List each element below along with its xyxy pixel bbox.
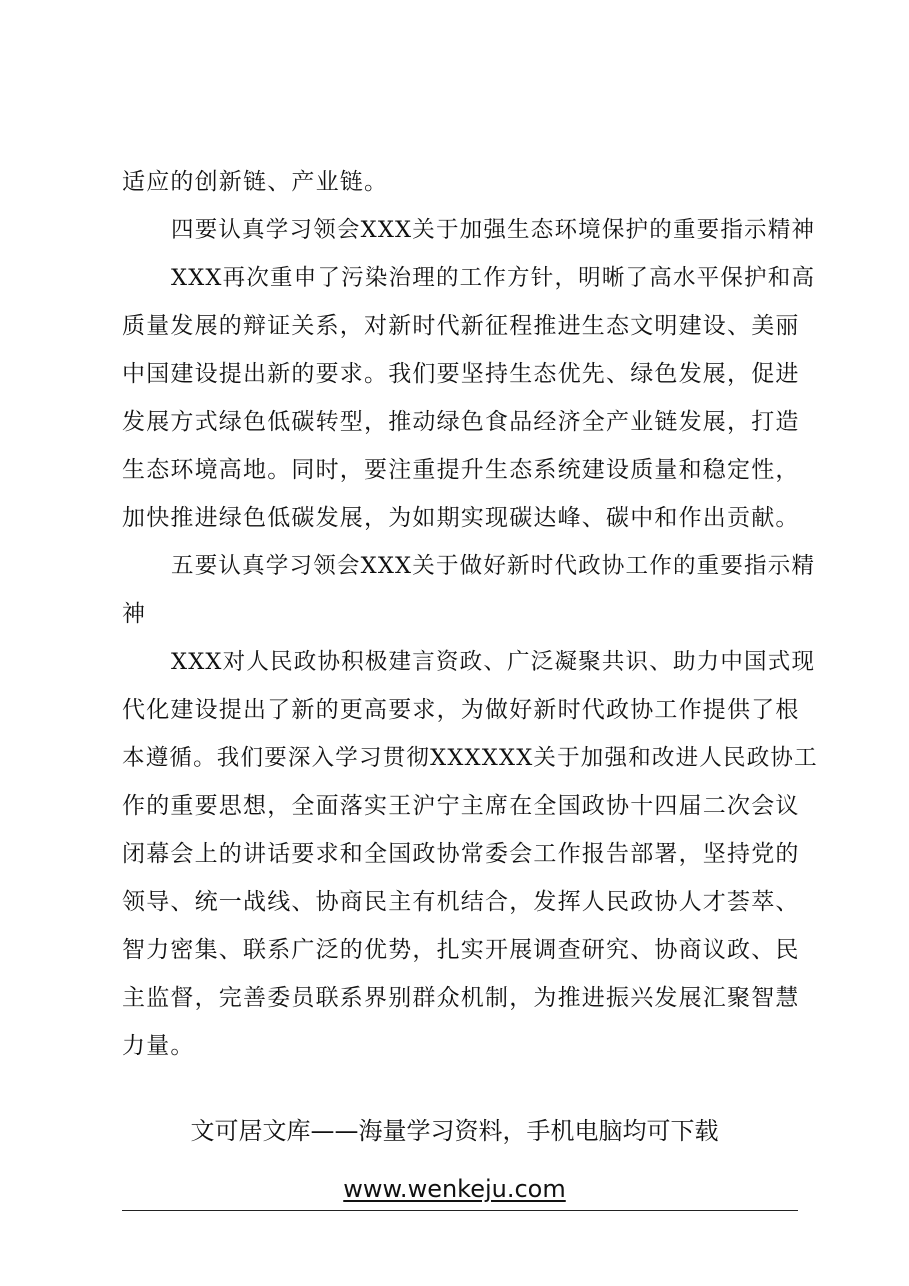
text-line: 领导、统一战线、协商民主有机结合，发挥人民政协人才荟萃、	[122, 889, 800, 915]
text-line: 智力密集、联系广泛的优势，扎实开展调查研究、协商议政、民	[122, 937, 800, 963]
footer-url-link[interactable]: www.wenkeju.com	[343, 1175, 566, 1203]
text-line: 中国建设提出新的要求。我们要坚持生态优先、绿色发展，促进	[122, 361, 800, 387]
text-line: 力量。	[122, 1033, 195, 1059]
text-line: 加快推进绿色低碳发展，为如期实现碳达峰、碳中和作出贡献。	[122, 505, 800, 531]
footer-divider	[122, 1210, 798, 1211]
text-line: 闭幕会上的讲话要求和全国政协常委会工作报告部署，坚持党的	[122, 841, 800, 867]
text-line: 作的重要思想，全面落实王沪宁主席在全国政协十四届二次会议	[122, 793, 800, 819]
text-line: XXX对人民政协积极建言资政、广泛凝聚共识、助力中国式现	[171, 649, 816, 675]
text-line: 适应的创新链、产业链。	[122, 169, 389, 195]
text-line: 质量发展的辩证关系，对新时代新征程推进生态文明建设、美丽	[122, 313, 800, 339]
text-line: 生态环境高地。同时，要注重提升生态系统建设质量和稳定性，	[122, 457, 800, 483]
footer-title: 文可居文库——海量学习资料，手机电脑均可下载	[190, 1117, 719, 1145]
text-line: 主监督，完善委员联系界别群众机制，为推进振兴发展汇聚智慧	[122, 985, 800, 1011]
text-line: 代化建设提出了新的更高要求，为做好新时代政协工作提供了根	[122, 697, 800, 723]
section-heading-four: 四要认真学习领会XXX关于加强生态环境保护的重要指示精神	[171, 217, 816, 243]
section-heading-five: 五要认真学习领会XXX关于做好新时代政协工作的重要指示精	[171, 553, 816, 579]
text-line: 发展方式绿色低碳转型，推动绿色食品经济全产业链发展，打造	[122, 409, 800, 435]
text-line: 本遵循。我们要深入学习贯彻XXXXXX关于加强和改进人民政协工	[122, 745, 818, 771]
section-heading-five-continued: 神	[122, 601, 147, 627]
text-line: XXX再次重申了污染治理的工作方针，明晰了高水平保护和高	[171, 265, 816, 291]
